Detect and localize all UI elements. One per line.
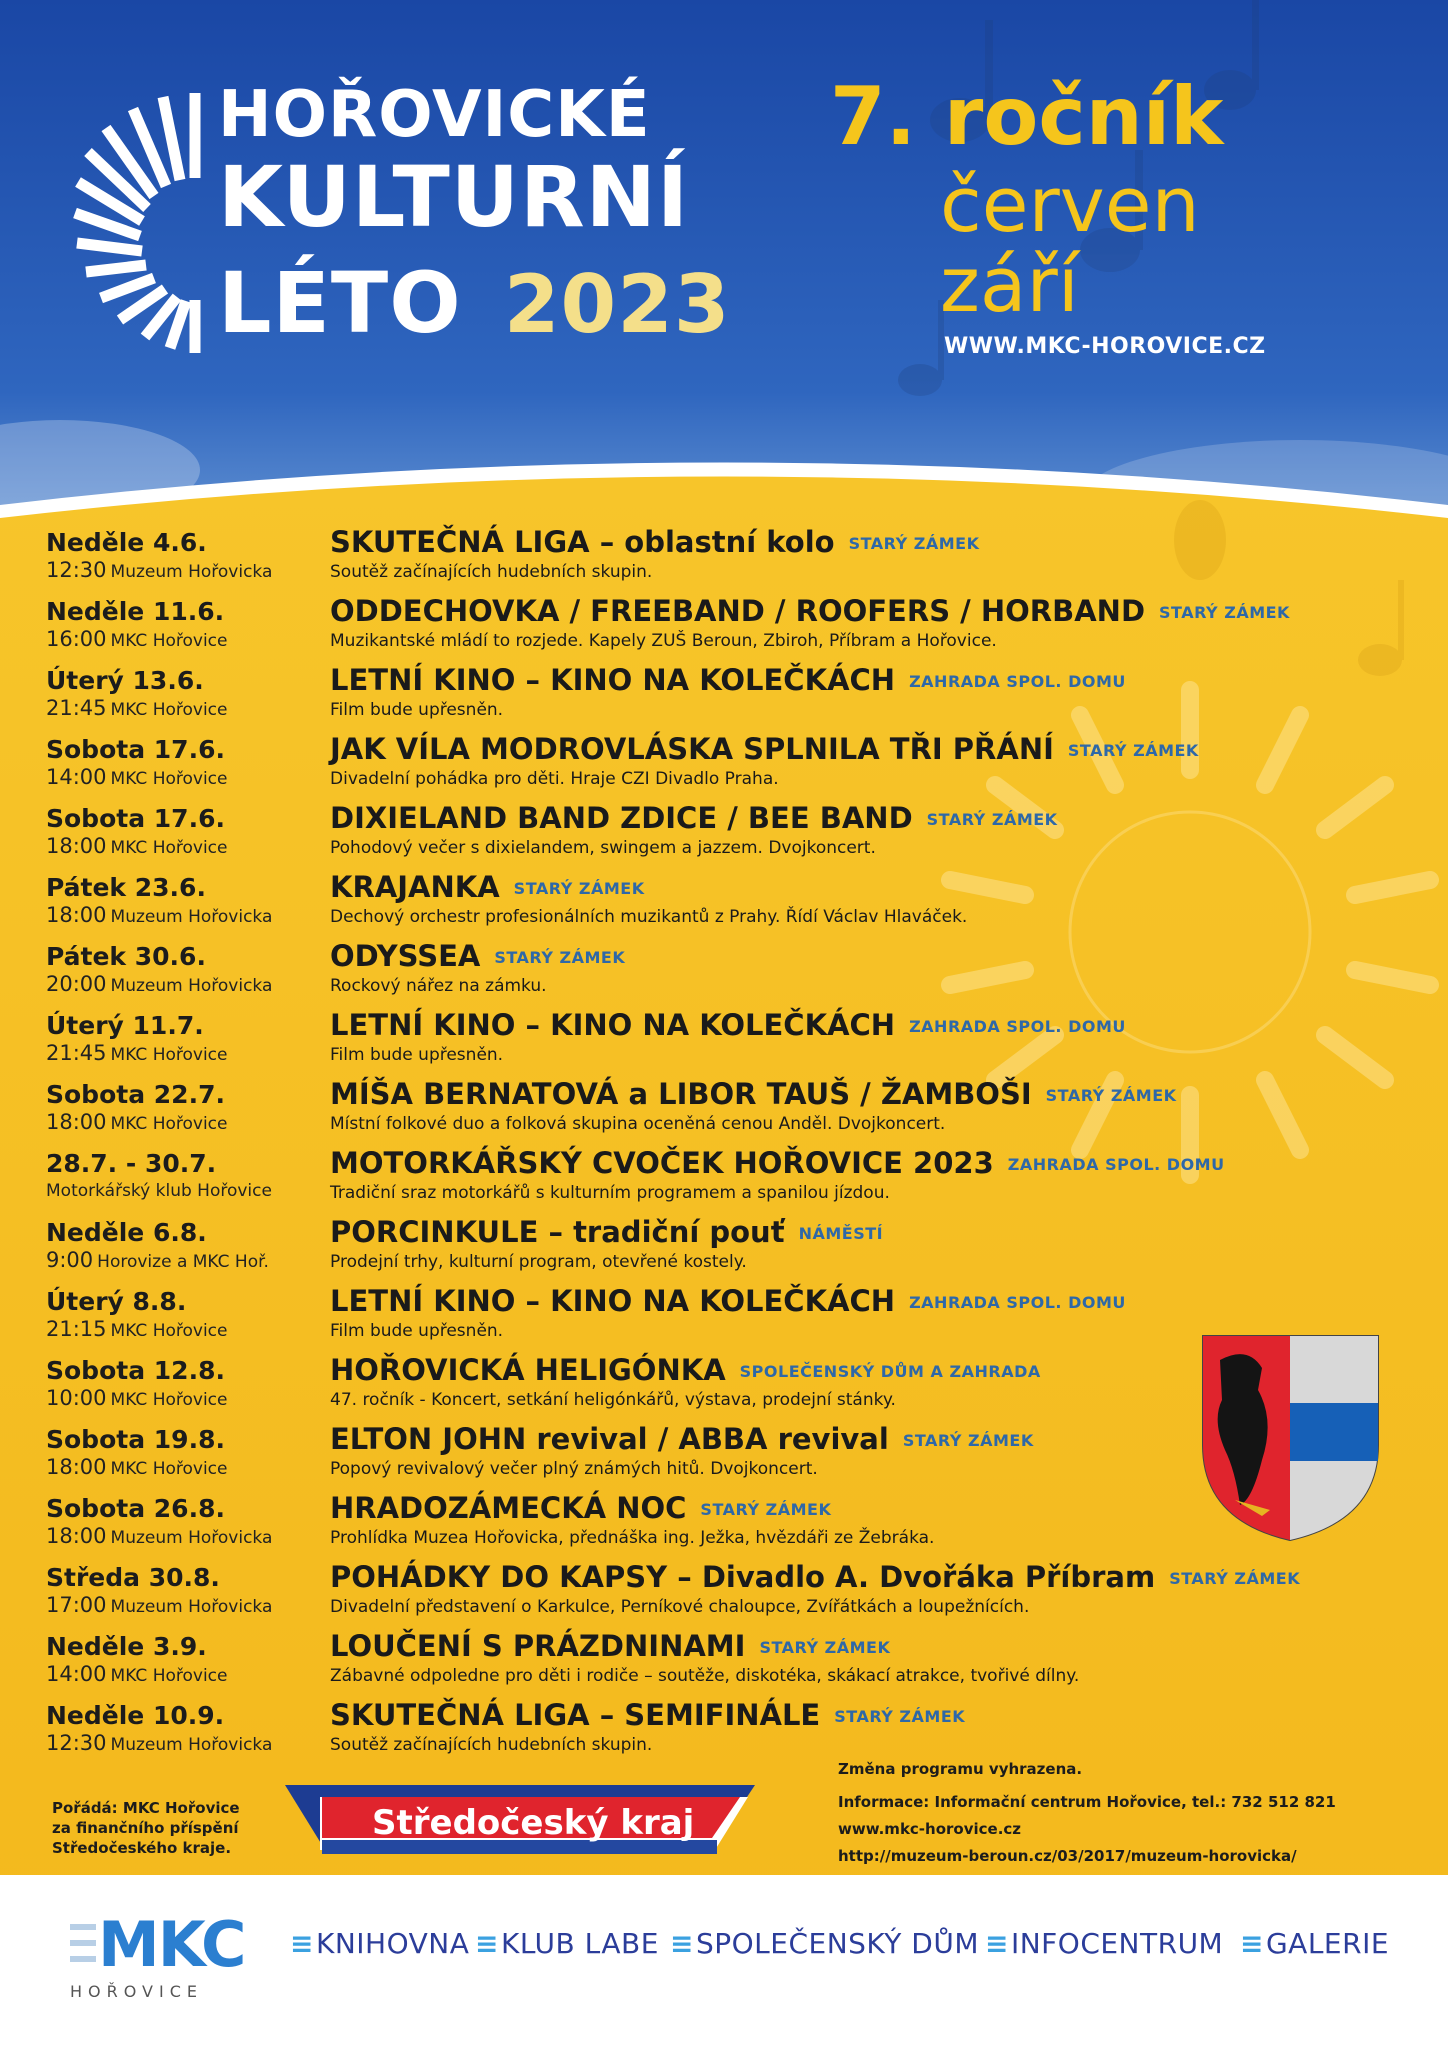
event-time [46, 1386, 227, 1410]
event-title [330, 525, 980, 559]
organizer-note [52, 1798, 240, 1858]
event-day: Neděle 4.6. [46, 528, 207, 557]
event-title-text: ELTON JOHN revival / ABBA revival [330, 1422, 889, 1456]
event-place: MKC Hořovice [110, 1114, 228, 1134]
website-link[interactable]: WWW.MKC-HOROVICE.CZ [944, 334, 1266, 359]
event-title-text: POHÁDKY DO KAPSY – Divadlo A. Dvořáka Příbram [330, 1560, 1156, 1594]
event-title [330, 1077, 1177, 1111]
event-title-text: PORCINKULE – tradiční pouť [330, 1215, 785, 1249]
title-line-2: KULTURNÍ [218, 148, 690, 246]
event-row [0, 1419, 1448, 1488]
event-time-value: 21:45 [46, 1041, 107, 1065]
event-title-text: MÍŠA BERNATOVÁ a LIBOR TAUŠ / ŽAMBOŠI [330, 1077, 1032, 1111]
event-place: Muzeum Hořovicka [110, 976, 273, 996]
event-location: STARÝ ZÁMEK [902, 1431, 1034, 1450]
mkc-logo[interactable] [70, 1910, 250, 2010]
event-place: Muzeum Hořovicka [110, 562, 273, 582]
event-row [0, 1143, 1448, 1212]
footer-bullet-icon: ≡ [475, 1927, 499, 1960]
event-day: Sobota 17.6. [46, 735, 225, 764]
event-title-text: HRADOZÁMECKÁ NOC [330, 1491, 687, 1525]
region-banner: Středočeský kraj [372, 1803, 695, 1843]
month-end: září [940, 240, 1079, 329]
event-title [330, 594, 1290, 628]
event-time [46, 1317, 227, 1341]
title-line-3 [218, 254, 731, 352]
event-time-value: 21:15 [46, 1317, 107, 1341]
event-row [0, 1350, 1448, 1419]
event-time-value: 10:00 [46, 1386, 107, 1410]
event-day: Sobota 26.8. [46, 1494, 225, 1523]
event-description: Tradiční sraz motorkářů s kulturním programem a spanilou jízdou. [330, 1183, 890, 1203]
event-description: Zábavné odpoledne pro děti i rodiče – soutěže, diskotéka, skákací atrakce, tvořivé dílny. [330, 1666, 1080, 1686]
event-time-value: 18:00 [46, 1110, 107, 1134]
event-title [330, 801, 1058, 835]
event-place: Muzeum Hořovicka [110, 1735, 273, 1755]
event-location: ZAHRADA SPOL. DOMU [909, 1293, 1126, 1312]
event-location: STARÝ ZÁMEK [848, 534, 980, 553]
event-title-text: LETNÍ KINO – KINO NA KOLEČKÁCH [330, 663, 896, 697]
event-time [46, 1524, 272, 1548]
title-line-1: HOŘOVICKÉ [218, 78, 651, 152]
event-time-value: 21:45 [46, 696, 107, 720]
event-location: STARÝ ZÁMEK [759, 1638, 891, 1657]
event-day: Pátek 30.6. [46, 942, 206, 971]
mkc-logo-text: MKC [98, 1908, 245, 1981]
event-description: Divadelní pohádka pro děti. Hraje CZI Divadlo Praha. [330, 769, 779, 789]
event-place: MKC Hořovice [110, 700, 228, 720]
event-time-value: 14:00 [46, 1662, 107, 1686]
event-description: Dechový orchestr profesionálních muzikantů z Prahy. Řídí Václav Hlaváček. [330, 907, 968, 927]
footer-bullet-icon: ≡ [985, 1927, 1009, 1960]
event-day: Sobota 17.6. [46, 804, 225, 833]
footer-item-galerie[interactable]: ≡GALERIE [1240, 1927, 1390, 1960]
event-time-value: 18:00 [46, 903, 107, 927]
museum-link[interactable]: http://muzeum-beroun.cz/03/2017/muzeum-horovicka/ [838, 1847, 1297, 1865]
event-title [330, 1284, 1126, 1318]
event-title-text: ODYSSEA [330, 939, 481, 973]
event-description: Rockový nářez na zámku. [330, 976, 547, 996]
event-row [0, 1626, 1448, 1695]
event-location: ZAHRADA SPOL. DOMU [909, 672, 1126, 691]
event-time [46, 558, 272, 582]
event-title [330, 1698, 965, 1732]
footer-item-spolecensky-dum[interactable]: ≡SPOLEČENSKÝ DŮM [670, 1927, 979, 1960]
event-location: SPOLEČENSKÝ DŮM A ZAHRADA [739, 1362, 1041, 1381]
event-time-value: 16:00 [46, 627, 107, 651]
event-place: MKC Hořovice [110, 1321, 228, 1341]
event-day: Pátek 23.6. [46, 873, 206, 902]
event-title [330, 1491, 831, 1525]
event-description: Prodejní trhy, kulturní program, otevřené kostely. [330, 1252, 747, 1272]
event-place: MKC Hořovice [110, 769, 228, 789]
event-day: Sobota 19.8. [46, 1425, 225, 1454]
event-row [0, 729, 1448, 798]
edition-label: 7. ročník [830, 70, 1224, 163]
event-day: Středa 30.8. [46, 1563, 220, 1592]
event-description: Místní folkové duo a folková skupina oceněná cenou Anděl. Dvojkoncert. [330, 1114, 946, 1134]
event-day: Neděle 10.9. [46, 1701, 225, 1730]
event-place: MKC Hořovice [110, 631, 228, 651]
event-title-text: SKUTEČNÁ LIGA – oblastní kolo [330, 525, 835, 559]
program-change-note: Změna programu vyhrazena. [838, 1760, 1083, 1778]
event-description: 47. ročník - Koncert, setkání heligónkářů, výstava, prodejní stánky. [330, 1390, 896, 1410]
event-day: Neděle 6.8. [46, 1218, 207, 1247]
event-title [330, 1629, 890, 1663]
event-place: MKC Hořovice [110, 1459, 228, 1479]
event-description: Pohodový večer s dixielandem, swingem a jazzem. Dvojkoncert. [330, 838, 876, 858]
event-description: Prohlídka Muzea Hořovicka, přednáška ing. Ježka, hvězdáři ze Žebráka. [330, 1528, 935, 1548]
web-link[interactable]: www.mkc-horovice.cz [838, 1820, 1022, 1838]
event-day: 28.7. - 30.7. [46, 1149, 217, 1178]
event-title-text: LETNÍ KINO – KINO NA KOLEČKÁCH [330, 1008, 896, 1042]
event-title-text: DIXIELAND BAND ZDICE / BEE BAND [330, 801, 913, 835]
event-time [46, 765, 227, 789]
event-row [0, 1281, 1448, 1350]
title-year: 2023 [503, 258, 731, 351]
contact-info: Informace: Informační centrum Hořovice, tel.: 732 512 821 [838, 1793, 1336, 1811]
event-row [0, 1695, 1448, 1764]
event-row [0, 591, 1448, 660]
event-title-text: LOUČENÍ S PRÁZDNINAMI [330, 1629, 746, 1663]
event-location: STARÝ ZÁMEK [834, 1707, 966, 1726]
event-time [46, 1110, 227, 1134]
event-description: Film bude upřesněn. [330, 1045, 504, 1065]
event-title [330, 1422, 1034, 1456]
event-description: Film bude upřesněn. [330, 1321, 504, 1341]
event-time-value: 20:00 [46, 972, 107, 996]
event-time-value: 18:00 [46, 1524, 107, 1548]
event-time [46, 1248, 269, 1272]
event-location: STARÝ ZÁMEK [1045, 1086, 1177, 1105]
event-location: STARÝ ZÁMEK [1067, 741, 1199, 760]
event-description: Soutěž začínajících hudebních skupin. [330, 1735, 653, 1755]
event-title-text: JAK VÍLA MODROVLÁSKA SPLNILA TŘI PŘÁNÍ [330, 732, 1054, 766]
event-day: Neděle 3.9. [46, 1632, 207, 1661]
event-day: Neděle 11.6. [46, 597, 225, 626]
event-location: STARÝ ZÁMEK [494, 948, 626, 967]
event-description: Divadelní představení o Karkulce, Perníkové chaloupce, Zvířátkách a loupežnících. [330, 1597, 1030, 1617]
event-row [0, 1557, 1448, 1626]
organizer-line: za finančního příspění [52, 1819, 239, 1837]
event-title-text: ODDECHOVKA / FREEBAND / ROOFERS / HORBAND [330, 594, 1146, 628]
event-title [330, 1146, 1225, 1180]
event-row [0, 1005, 1448, 1074]
footer-bullet-icon: ≡ [1240, 1927, 1264, 1960]
event-time-value: 17:00 [46, 1593, 107, 1617]
event-title-text: SKUTEČNÁ LIGA – SEMIFINÁLE [330, 1698, 821, 1732]
event-time [46, 1593, 272, 1617]
event-description: Soutěž začínajících hudebních skupin. [330, 562, 653, 582]
event-time [46, 972, 272, 996]
footer-bullet-icon: ≡ [670, 1927, 694, 1960]
event-title [330, 1560, 1300, 1594]
footer-item-klub-labe[interactable]: ≡KLUB LABE [475, 1927, 659, 1960]
event-time-value: 14:00 [46, 765, 107, 789]
event-place: Muzeum Hořovicka [110, 907, 273, 927]
event-row [0, 1488, 1448, 1557]
event-description: Popový revivalový večer plný známých hitů. Dvojkoncert. [330, 1459, 818, 1479]
event-row [0, 936, 1448, 1005]
event-title [330, 870, 645, 904]
event-time [46, 1041, 227, 1065]
event-title [330, 1353, 1041, 1387]
event-time [46, 696, 227, 720]
event-row [0, 867, 1448, 936]
event-location: NÁMĚSTÍ [798, 1224, 884, 1243]
footer-item-infocentrum[interactable]: ≡INFOCENTRUM [985, 1927, 1224, 1960]
event-title-text: LETNÍ KINO – KINO NA KOLEČKÁCH [330, 1284, 896, 1318]
event-time [46, 1455, 227, 1479]
event-place: Horovize a MKC Hoř. [97, 1252, 269, 1272]
event-day: Úterý 8.8. [46, 1287, 187, 1316]
footer-bullet-icon: ≡ [290, 1927, 314, 1960]
event-title [330, 663, 1126, 697]
event-place: Motorkářský klub Hořovice [46, 1181, 272, 1201]
event-location: STARÝ ZÁMEK [1169, 1569, 1301, 1588]
event-time-value: 9:00 [46, 1248, 94, 1272]
event-time [46, 834, 227, 858]
organizer-line: Středočeského kraje. [52, 1839, 232, 1857]
footer-bar [0, 1875, 1448, 2048]
event-title-text: KRAJANKA [330, 870, 500, 904]
event-title [330, 1008, 1126, 1042]
event-row [0, 522, 1448, 591]
event-place: MKC Hořovice [110, 1666, 228, 1686]
month-start: červen [940, 160, 1200, 249]
event-location: ZAHRADA SPOL. DOMU [1007, 1155, 1225, 1174]
event-time [46, 1662, 227, 1686]
event-row [0, 1074, 1448, 1143]
event-place: Muzeum Hořovicka [110, 1597, 273, 1617]
event-day: Úterý 11.7. [46, 1011, 204, 1040]
footer-item-knihovna[interactable]: ≡KNIHOVNA [290, 1927, 470, 1960]
event-day: Úterý 13.6. [46, 666, 204, 695]
event-title-text: MOTORKÁŘSKÝ CVOČEK HOŘOVICE 2023 [330, 1146, 994, 1180]
event-row [0, 1212, 1448, 1281]
event-time-value: 12:30 [46, 1731, 107, 1755]
event-location: STARÝ ZÁMEK [926, 810, 1058, 829]
event-row [0, 660, 1448, 729]
organizer-line: Pořádá: MKC Hořovice [52, 1799, 240, 1817]
mkc-logo-subtitle: HOŘOVICE [70, 1982, 203, 2001]
event-location: STARÝ ZÁMEK [513, 879, 645, 898]
event-location: STARÝ ZÁMEK [1159, 603, 1290, 622]
event-title [330, 732, 1199, 766]
event-location: STARÝ ZÁMEK [700, 1500, 832, 1519]
event-place: MKC Hořovice [110, 1045, 228, 1065]
event-place: MKC Hořovice [110, 838, 228, 858]
event-description: Film bude upřesněn. [330, 700, 504, 720]
event-time-value: 18:00 [46, 1455, 107, 1479]
event-day: Sobota 12.8. [46, 1356, 225, 1385]
event-day: Sobota 22.7. [46, 1080, 225, 1109]
event-time-value: 18:00 [46, 834, 107, 858]
event-title [330, 939, 625, 973]
event-description: Muzikantské mládí to rozjede. Kapely ZUŠ Beroun, Zbiroh, Příbram a Hořovice. [330, 631, 997, 651]
event-title [330, 1215, 883, 1249]
title-leto: LÉTO [218, 254, 462, 352]
event-time [46, 627, 227, 651]
event-row [0, 798, 1448, 867]
event-time-value: 12:30 [46, 558, 107, 582]
event-place: MKC Hořovice [110, 1390, 228, 1410]
event-time [46, 903, 272, 927]
event-title-text: HOŘOVICKÁ HELIGÓNKA [330, 1353, 726, 1387]
event-time [46, 1731, 272, 1755]
event-location: ZAHRADA SPOL. DOMU [909, 1017, 1126, 1036]
event-place: Muzeum Hořovicka [110, 1528, 273, 1548]
